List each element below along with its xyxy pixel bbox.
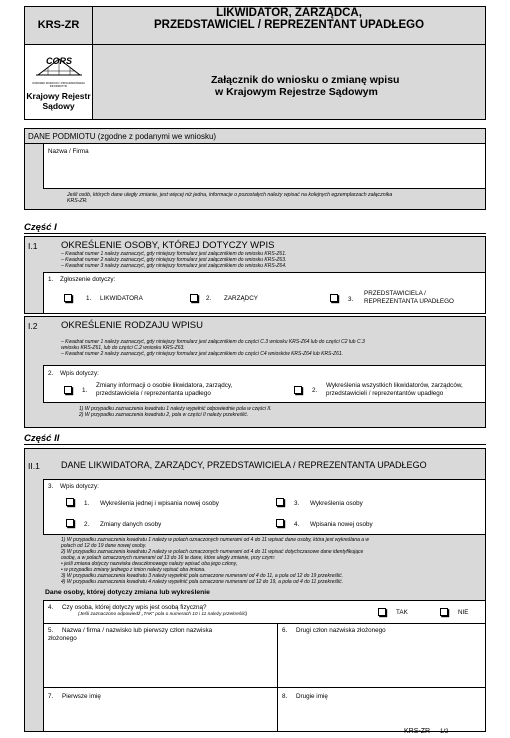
- footer: [404, 728, 448, 735]
- cors-logo-small: OŚRODEK ROZWOJU I PROGRAMOWANIA INFORMATYKI: [32, 82, 85, 88]
- answer-nie: NIE: [458, 609, 469, 616]
- subtitle-line2: w Krajowym Rejestrze Sądowym: [215, 86, 378, 98]
- form-title-line1: LIKWIDATOR, ZARZĄDCA,: [216, 7, 362, 19]
- ii1-note: 2) W przypadku zaznaczenia kwadratu 2 należy w polach oznaczonych numerami od 4 do 11 wpisać dotychczasowe dane identyfikujące: [61, 549, 364, 555]
- field8-input[interactable]: [277, 688, 485, 731]
- section-i1-num: I.1: [28, 241, 38, 251]
- field5-label-line1: Nazwa / firma / nazwisko lub pierwszy człon nazwiska: [62, 627, 213, 634]
- opt-zarzadca-label: ZARZĄDCY: [224, 295, 258, 302]
- cors-logo-text: CORS: [45, 56, 72, 66]
- entity-title-bar: [25, 129, 485, 144]
- opt-w2-num: 2.: [84, 521, 90, 528]
- entity-section: [24, 128, 486, 210]
- section-i1: [24, 236, 486, 314]
- section-i2-notes: [79, 406, 272, 418]
- field4-box: [43, 600, 485, 624]
- field6-num: 6.: [282, 627, 288, 634]
- part2-title: Część II: [24, 433, 60, 444]
- field2-box: [43, 365, 485, 403]
- section-i1-title: OKREŚLENIE OSOBY, KTÓREJ DOTYCZY WPIS: [61, 240, 275, 251]
- checkbox-zmiany-informacji[interactable]: [64, 386, 72, 394]
- registry-line1: Krajowy Rejestr: [26, 91, 91, 101]
- field7-label: Pierwsze imię: [62, 693, 101, 700]
- registry-line2: Sądowy: [42, 101, 75, 111]
- field2-num: 2.: [48, 370, 54, 377]
- entity-note-line2: KRS-ZR.: [67, 198, 88, 205]
- entity-note: [43, 189, 485, 209]
- section-i2: [24, 316, 486, 428]
- subtitle-cell: [93, 45, 485, 119]
- opt-w3-label: Wykreślenia osoby: [310, 500, 363, 507]
- i1-bullet: – Kwadrat numer 2 należy zaznaczyć, gdy niniejszy formularz jest załącznikiem do wniosku KRS-Z63.: [61, 257, 287, 263]
- ii1-note: osobę, a w polach oznaczonych numerami od 13 do 16 te dane, które uległy zmianie, przy czym:: [61, 555, 276, 561]
- ii1-note: 4) W przypadku zaznaczenia kwadratu 4 należy wypełnić pola oznaczone numerami od 12 do 19, a pola od 4 do 11 przekreślić.: [61, 579, 344, 585]
- answer-tak: TAK: [396, 609, 408, 616]
- opt-przedstawiciel-line2: REPREZENTANTA UPADŁEGO: [364, 298, 454, 305]
- subtitle-line1: Załącznik do wniosku o zmianę wpisu: [211, 74, 400, 86]
- opt-przedstawiciel-num: 3.: [348, 296, 354, 303]
- field5-label-line2: złożonego: [48, 635, 77, 642]
- field3-num: 3.: [48, 483, 54, 490]
- i2-note: 2) W przypadku zaznaczenia kwadratu 2, pola w części II należy przekreślić.: [79, 412, 249, 418]
- checkbox-wykreslenie-osoby[interactable]: [276, 498, 284, 506]
- opt-zarzadca-num: 2.: [206, 295, 212, 302]
- field3-label: Wpis dotyczy:: [60, 483, 99, 490]
- field4-note: (Jeśli zaznaczono odpowiedź „TAK” pola o numerach 10 i 11 należy przekreślić): [78, 612, 248, 617]
- form-code: KRS-ZR: [37, 19, 80, 31]
- opt-w4-label: Wpisania nowej osoby: [310, 521, 373, 528]
- checkbox-wykreslenie-i-wpisanie[interactable]: [66, 498, 74, 506]
- section-ii1-notes: [61, 537, 369, 585]
- entity-note-line1: Jeśli osób, których dane uległy zmianie, jest więcej niż jedna, informacje o pozostałych należy wpisać na kolejnych egzemplarzach załącznika: [67, 192, 393, 198]
- field8-num: 8.: [282, 693, 288, 700]
- entity-name-field[interactable]: [43, 144, 485, 189]
- section-i2-num: I.2: [28, 321, 38, 331]
- field1-label: Zgłoszenie dotyczy:: [60, 276, 116, 283]
- entity-name-label: Nazwa / Firma: [48, 148, 89, 155]
- checkbox-tak[interactable]: [378, 608, 386, 616]
- opt-w2-label: Zmiany danych osoby: [100, 521, 162, 528]
- checkbox-wykreslenie-wszystkich[interactable]: [294, 386, 302, 394]
- logo-cell: [25, 45, 93, 119]
- field2-label: Wpis dotyczy:: [60, 370, 99, 377]
- i2-bullet1-line1: – Kwadrat numer 1 należy zaznaczyć, gdy niniejszy formularz jest załącznikiem do części C.3 wniosku KRS-Z64 lub do części C2 lub C.3: [61, 339, 365, 345]
- field1-num: 1.: [48, 276, 54, 283]
- opt-wykreslenie-line2: przedstawicieli / reprezentantów upadłego: [326, 390, 444, 397]
- entity-left-strip: [25, 144, 43, 209]
- opt-w1-label: Wykreślenia jednej i wpisania nowej osoby: [100, 500, 219, 507]
- ii1-note: • jeśli zmiana dotyczy nazwiska dwuczłonowego należy wpisać oba jego człony,: [61, 561, 238, 567]
- field6-label: Drugi człon nazwiska złożonego: [296, 627, 386, 634]
- opt-zmiany-line2: przedstawiciela / reprezentanta upadłego: [96, 390, 211, 397]
- field7-num: 7.: [48, 693, 54, 700]
- form-code-cell: [25, 7, 93, 45]
- ii1-note: polach od 12 do 19 dane nowej osoby.: [61, 543, 147, 549]
- opt-likwidator-label: LIKWIDATORA: [100, 295, 143, 302]
- checkbox-zarzadca[interactable]: [190, 294, 198, 302]
- form-title-line2: PRZEDSTAWICIEL / REPREZENTANT UPADŁEGO: [153, 19, 425, 31]
- opt-likwidator-num: 1.: [86, 295, 92, 302]
- checkbox-nie[interactable]: [440, 608, 448, 616]
- checkbox-likwidator[interactable]: [64, 294, 72, 302]
- section-ii1: [24, 448, 486, 732]
- ii1-subheading: Dane osoby, której dotyczy zmiana lub wykreślenie: [45, 589, 210, 596]
- section-i1-bullets: [61, 251, 286, 269]
- field3-box: [43, 479, 485, 535]
- form-header: [24, 6, 486, 120]
- form-title-cell: [93, 7, 485, 45]
- checkbox-przedstawiciel[interactable]: [330, 294, 338, 302]
- ii1-note: 1) W przypadku zaznaczenia kwadratu 1 należy w polach oznaczonych numerami od 4 do 11 wpisać dane osoby, która jest wykreślana a w: [61, 537, 370, 543]
- checkbox-wpisanie-nowej[interactable]: [276, 519, 284, 527]
- opt-w3-num: 3.: [294, 500, 300, 507]
- section-ii1-num: II.1: [28, 461, 40, 471]
- opt-zmiany-num: 1.: [82, 387, 88, 394]
- field4-num: 4.: [48, 604, 54, 611]
- i2-note: 1) W przypadku zaznaczenia kwadratu 1 należy wypełnić odpowiednie pola w części II.: [79, 406, 272, 412]
- part1-title: Część I: [24, 222, 57, 233]
- field6-input[interactable]: [277, 624, 485, 688]
- field4-question: Czy osoba, której dotyczy wpis jest osobą fizyczną?: [62, 604, 207, 611]
- i2-bullet2: – Kwadrat numer 2 należy zaznaczyć, gdy niniejszy formularz jest załącznikiem do części C4 wniosków KRS-Z64 lub KRS-Z61.: [61, 351, 344, 357]
- checkbox-zmiany-danych[interactable]: [66, 519, 74, 527]
- footer-page: 1/2: [440, 729, 449, 735]
- part2-rule: [24, 444, 486, 445]
- field5-num: 5.: [48, 627, 54, 634]
- field7-input[interactable]: [43, 688, 277, 731]
- opt-w1-num: 1.: [84, 500, 90, 507]
- section-ii1-title: DANE LIKWIDATORA, ZARZĄDCY, PRZEDSTAWICIELA / REPREZENTANTA UPADŁEGO: [61, 460, 427, 470]
- entity-title: DANE PODMIOTU (zgodne z podanymi we wniosku): [28, 132, 217, 141]
- field5-input[interactable]: [43, 624, 277, 688]
- opt-przedstawiciel-line1: PRZEDSTAWICIELA /: [364, 290, 426, 297]
- ii1-note: 3) W przypadku zaznaczenia kwadratu 3 należy wypełnić pola oznaczone numerami od 4 do 11, a pola od 12 do 19 przekreślić.: [61, 573, 344, 579]
- i2-bullet1-line2: wniosku KRS-Z61, lub do części C.2 wniosku KRS-Z63.: [61, 345, 185, 351]
- field1-box: [43, 272, 485, 313]
- section-i2-bullets: [61, 339, 365, 357]
- footer-code: KRS-ZR: [404, 728, 431, 735]
- opt-zmiany-line1: Zmiany informacji o osobie likwidatora, zarządcy,: [96, 382, 233, 389]
- opt-w4-num: 4.: [294, 521, 300, 528]
- i1-bullet: – Kwadrat numer 1 należy zaznaczyć, gdy niniejszy formularz jest załącznikiem do wniosku KRS-Z61.: [61, 251, 287, 257]
- ii1-note: • w przypadku zmiany jednego z imion należy wpisać oba imiona.: [61, 567, 206, 573]
- field8-label: Drugie imię: [296, 693, 328, 700]
- section-i2-title: OKREŚLENIE RODZAJU WPISU: [61, 320, 203, 331]
- part1-rule: [24, 233, 486, 234]
- opt-wykreslenie-num: 2.: [312, 387, 318, 394]
- i1-bullet: – Kwadrat numer 3 należy zaznaczyć, gdy niniejszy formularz jest załącznikiem do wniosku KRS-Z64.: [61, 263, 287, 269]
- opt-wykreslenie-line1: Wykreślenia wszystkich likwidatorów, zarządców,: [326, 382, 463, 389]
